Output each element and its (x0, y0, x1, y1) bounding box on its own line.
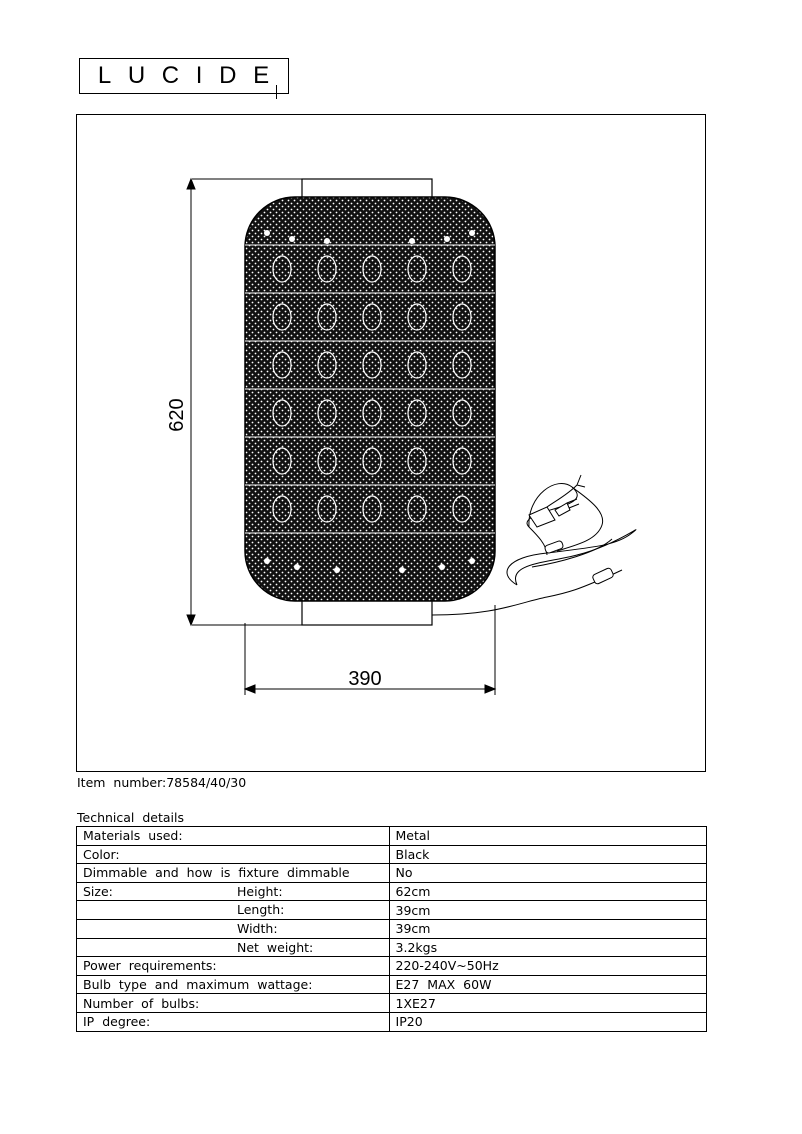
width-dimension-label: 390 (348, 668, 382, 690)
spec-value: No (389, 864, 706, 883)
logo-letter: L (97, 62, 113, 89)
logo-wordmark (80, 59, 288, 93)
spec-value: 1XE27 (389, 994, 706, 1013)
item-number: Item number:78584/40/30 (77, 775, 247, 790)
spec-label: Color: (83, 846, 120, 862)
spec-sublabel: Length: (237, 902, 285, 918)
lucide-logo (79, 58, 289, 94)
spec-sublabel: Height: (237, 883, 283, 899)
table-row (77, 975, 707, 994)
table-row (77, 1012, 707, 1031)
spec-value: E27 MAX 60W (389, 975, 706, 994)
table-row (77, 901, 707, 920)
table-row (77, 994, 707, 1013)
table-row (77, 882, 707, 901)
table-row (77, 864, 707, 883)
spec-label: Power requirements: (83, 958, 217, 974)
spec-label: Dimmable and how is fixture dimmable (83, 865, 350, 881)
lamp-drawing (77, 115, 707, 773)
spec-value: 39cm (389, 919, 706, 938)
spec-label: Number of bulbs: (83, 995, 200, 1011)
table-row (77, 845, 707, 864)
technical-details-table (76, 826, 707, 1032)
spec-value: 39cm (389, 901, 706, 920)
lamp-bottom-cap (302, 599, 432, 625)
spec-label: Bulb type and maximum wattage: (83, 977, 313, 993)
plug-icon (529, 475, 585, 527)
logo-letter: C (161, 62, 181, 89)
logo-letter: U (127, 62, 147, 89)
spec-label: Materials used: (83, 828, 183, 844)
logo-letter: I (195, 62, 204, 89)
spec-value: 220-240V~50Hz (389, 957, 706, 976)
spec-sublabel: Net weight: (237, 939, 314, 955)
logo-letter: E (253, 62, 271, 89)
lamp-shade-body (245, 197, 495, 601)
technical-details-title: Technical details (77, 810, 185, 825)
spec-value: Black (389, 845, 706, 864)
logo-letter: D (219, 62, 238, 89)
technical-drawing-frame (76, 114, 706, 772)
spec-value: 3.2kgs (389, 938, 706, 957)
logo-tick (276, 85, 277, 99)
spec-value: 62cm (389, 882, 706, 901)
spec-label: Size: (83, 884, 113, 900)
table-row (77, 919, 707, 938)
spec-value: Metal (389, 827, 706, 846)
table-row (77, 827, 707, 846)
height-dimension-label: 620 (166, 398, 188, 432)
spec-sublabel: Width: (237, 920, 278, 936)
table-row (77, 938, 707, 957)
table-row (77, 957, 707, 976)
spec-value: IP20 (389, 1012, 706, 1031)
spec-label: IP degree: (83, 1014, 151, 1030)
